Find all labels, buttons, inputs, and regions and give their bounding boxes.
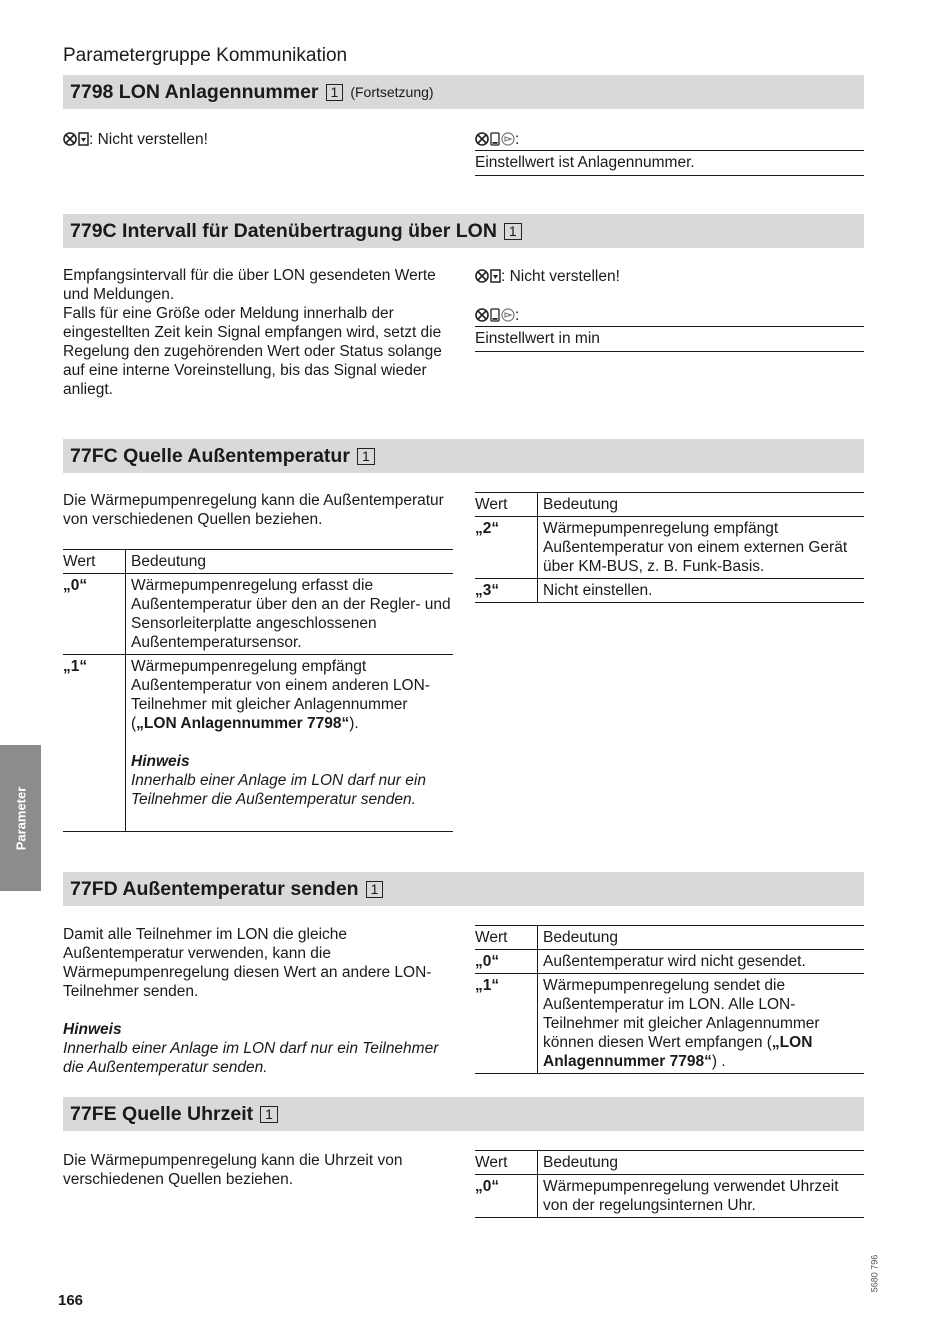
- row-wert: „1“: [63, 655, 126, 832]
- crossed-circle-icon: [63, 132, 77, 146]
- row-wert: „0“: [475, 1175, 538, 1218]
- table-row: [475, 579, 864, 603]
- intro-77fc: Die Wärmepumpenregelung kann die Außentemperatur von verschiedenen Quellen beziehen.: [63, 492, 444, 528]
- row-text-b: ) .: [711, 1053, 726, 1070]
- col-bedeutung: Bedeutung: [131, 553, 206, 570]
- row-wert: „1“: [475, 974, 538, 1074]
- table-header-row: [475, 493, 864, 517]
- table-row: [475, 1175, 864, 1218]
- row-wert: „0“: [63, 574, 126, 655]
- setting-label-row: [475, 130, 864, 151]
- crossed-circle-icon: [475, 269, 489, 283]
- row-text: [538, 974, 865, 1074]
- section-header-77fe: [63, 1097, 864, 1131]
- box-number: 1: [357, 448, 375, 465]
- intro-77fe: Die Wärmepumpenregelung kann die Uhrzeit von verschiedenen Quellen beziehen.: [63, 1152, 403, 1188]
- section-header-77fd: [63, 872, 864, 906]
- hint-title: Hinweis: [63, 1021, 122, 1038]
- warning-icons: [475, 269, 501, 283]
- row-text-a: Wärmepumpenregelung sendet die Außentemperatur im LON. Alle LON-Teilnehmer mit gleicher Anlagennummer können diesen Wert empfangen (: [543, 977, 820, 1051]
- col-bedeutung: Bedeutung: [543, 1154, 618, 1171]
- table-header-row: [475, 926, 864, 950]
- row-text: [131, 657, 453, 733]
- crossed-circle-icon: [475, 308, 489, 322]
- row-text: Außentemperatur wird nicht gesendet.: [543, 953, 806, 970]
- row-text-bold: „LON Anlagennummer 7798“: [136, 715, 350, 732]
- note-7798: [63, 130, 453, 149]
- col-bedeutung: Bedeutung: [543, 929, 618, 946]
- setting-label: :: [515, 307, 520, 324]
- col-wert: Wert: [475, 1151, 538, 1175]
- table-77fc-right: [475, 492, 864, 603]
- hint-text: Innerhalb einer Anlage im LON darf nur ein Teilnehmer die Außentemperatur senden.: [131, 772, 426, 808]
- row-wert: „3“: [475, 579, 538, 603]
- section-title: 77FD Außentemperatur senden: [70, 877, 359, 900]
- table-77fc-left: [63, 549, 453, 832]
- side-tab-parameter: [0, 745, 41, 891]
- row-content: [126, 655, 454, 832]
- section-title: 77FC Quelle Außentemperatur: [70, 444, 350, 467]
- row-text: Wärmepumpenregelung empfängt Außentemperatur von einem externen Gerät über KM-BUS, z. B. Funk-Basis.: [543, 520, 848, 575]
- setting-value: Einstellwert in min: [475, 327, 864, 352]
- group-title: Parametergruppe Kommunikation: [63, 45, 348, 66]
- setting-icons: [475, 132, 515, 146]
- section-header-779c: [63, 214, 864, 248]
- setting-label-row: [475, 306, 864, 327]
- col-wert: Wert: [63, 550, 126, 574]
- row-wert: „2“: [475, 517, 538, 579]
- hint-text: Innerhalb einer Anlage im LON darf nur ein Teilnehmer die Außentemperatur senden.: [63, 1040, 439, 1076]
- row-text: Wärmepumpenregelung erfasst die Außentemperatur über den an der Regler- und Sensorleiterplatte angeschlossenen Außentemperatursensor.: [131, 577, 451, 651]
- document-number-text: 5680 796: [869, 1254, 880, 1293]
- crossed-circle-icon: [475, 132, 489, 146]
- table-77fd: [475, 925, 864, 1074]
- box-number: 1: [260, 1106, 278, 1123]
- continuation-label: (Fortsetzung): [350, 83, 434, 100]
- warning-icons: [63, 132, 89, 146]
- section-title: 77FE Quelle Uhrzeit: [70, 1102, 254, 1125]
- table-header-row: [475, 1151, 864, 1175]
- row-text-bold: „LON Anlagennummer 7798“: [543, 1034, 813, 1070]
- hint-title: Hinweis: [131, 753, 190, 770]
- section-title: 779C Intervall für Datenübertragung über LON: [70, 219, 497, 242]
- table-row: [63, 574, 453, 655]
- phone-icon: [490, 308, 500, 322]
- table-header-row: [63, 550, 453, 574]
- section-header-77fc: [63, 439, 864, 473]
- row-text: Wärmepumpenregelung verwendet Uhrzeit von der regelungsinternen Uhr.: [543, 1178, 839, 1214]
- intro-text: Damit alle Teilnehmer im LON die gleiche Außentemperatur verwenden, kann die Wärmepumpenregelung diesen Wert an andere LON-Teilnehmer senden.: [63, 926, 432, 1000]
- table-row: [475, 950, 864, 974]
- device-icon: [78, 132, 89, 146]
- side-tab-label: Parameter: [13, 786, 29, 850]
- setting-label: :: [515, 131, 520, 148]
- phone-icon: [490, 132, 500, 146]
- gear-circle-icon: [501, 308, 515, 322]
- note-text: : Nicht verstellen!: [501, 268, 620, 285]
- row-text-a: Wärmepumpenregelung empfängt Außentemperatur von einem anderen LON-Teilnehmer mit gleicher Anlagennummer (: [131, 658, 430, 732]
- table-row: [475, 974, 864, 1074]
- device-icon: [490, 269, 501, 283]
- setting-779c: [475, 267, 864, 352]
- col-wert: Wert: [475, 926, 538, 950]
- box-number: 1: [326, 84, 344, 101]
- col-bedeutung: Bedeutung: [543, 496, 618, 513]
- section-header-7798: [63, 75, 864, 109]
- note-text: : Nicht verstellen!: [89, 131, 208, 148]
- row-wert: „0“: [475, 950, 538, 974]
- box-number: 1: [366, 881, 384, 898]
- setting-7798: [475, 130, 864, 176]
- document-number: [868, 1250, 892, 1293]
- table-row: [475, 517, 864, 579]
- box-number: 1: [504, 223, 522, 240]
- description-779c: Empfangsintervall für die über LON gesendeten Werte und Meldungen. Falls für eine Größe oder Meldung innerhalb der eingestellten Zeit kein Signal empfangen wird, setzt die Regelung den zugehörenden Wert oder Status solange auf eine interne Voreinstellung, bis das Signal wieder anliegt.: [63, 267, 442, 398]
- table-77fe: [475, 1150, 864, 1218]
- setting-icons: [475, 308, 515, 322]
- page-number: 166: [58, 1292, 84, 1309]
- intro-77fd: [63, 925, 453, 1077]
- gear-circle-icon: [501, 132, 515, 146]
- row-text: Nicht einstellen.: [543, 582, 653, 599]
- col-wert: Wert: [475, 493, 538, 517]
- section-title: 7798 LON Anlagennummer: [70, 80, 319, 103]
- row-text-b: ).: [349, 715, 359, 732]
- note-row: [475, 267, 864, 286]
- setting-value: Einstellwert ist Anlagennummer.: [475, 151, 864, 176]
- table-row: [63, 655, 453, 832]
